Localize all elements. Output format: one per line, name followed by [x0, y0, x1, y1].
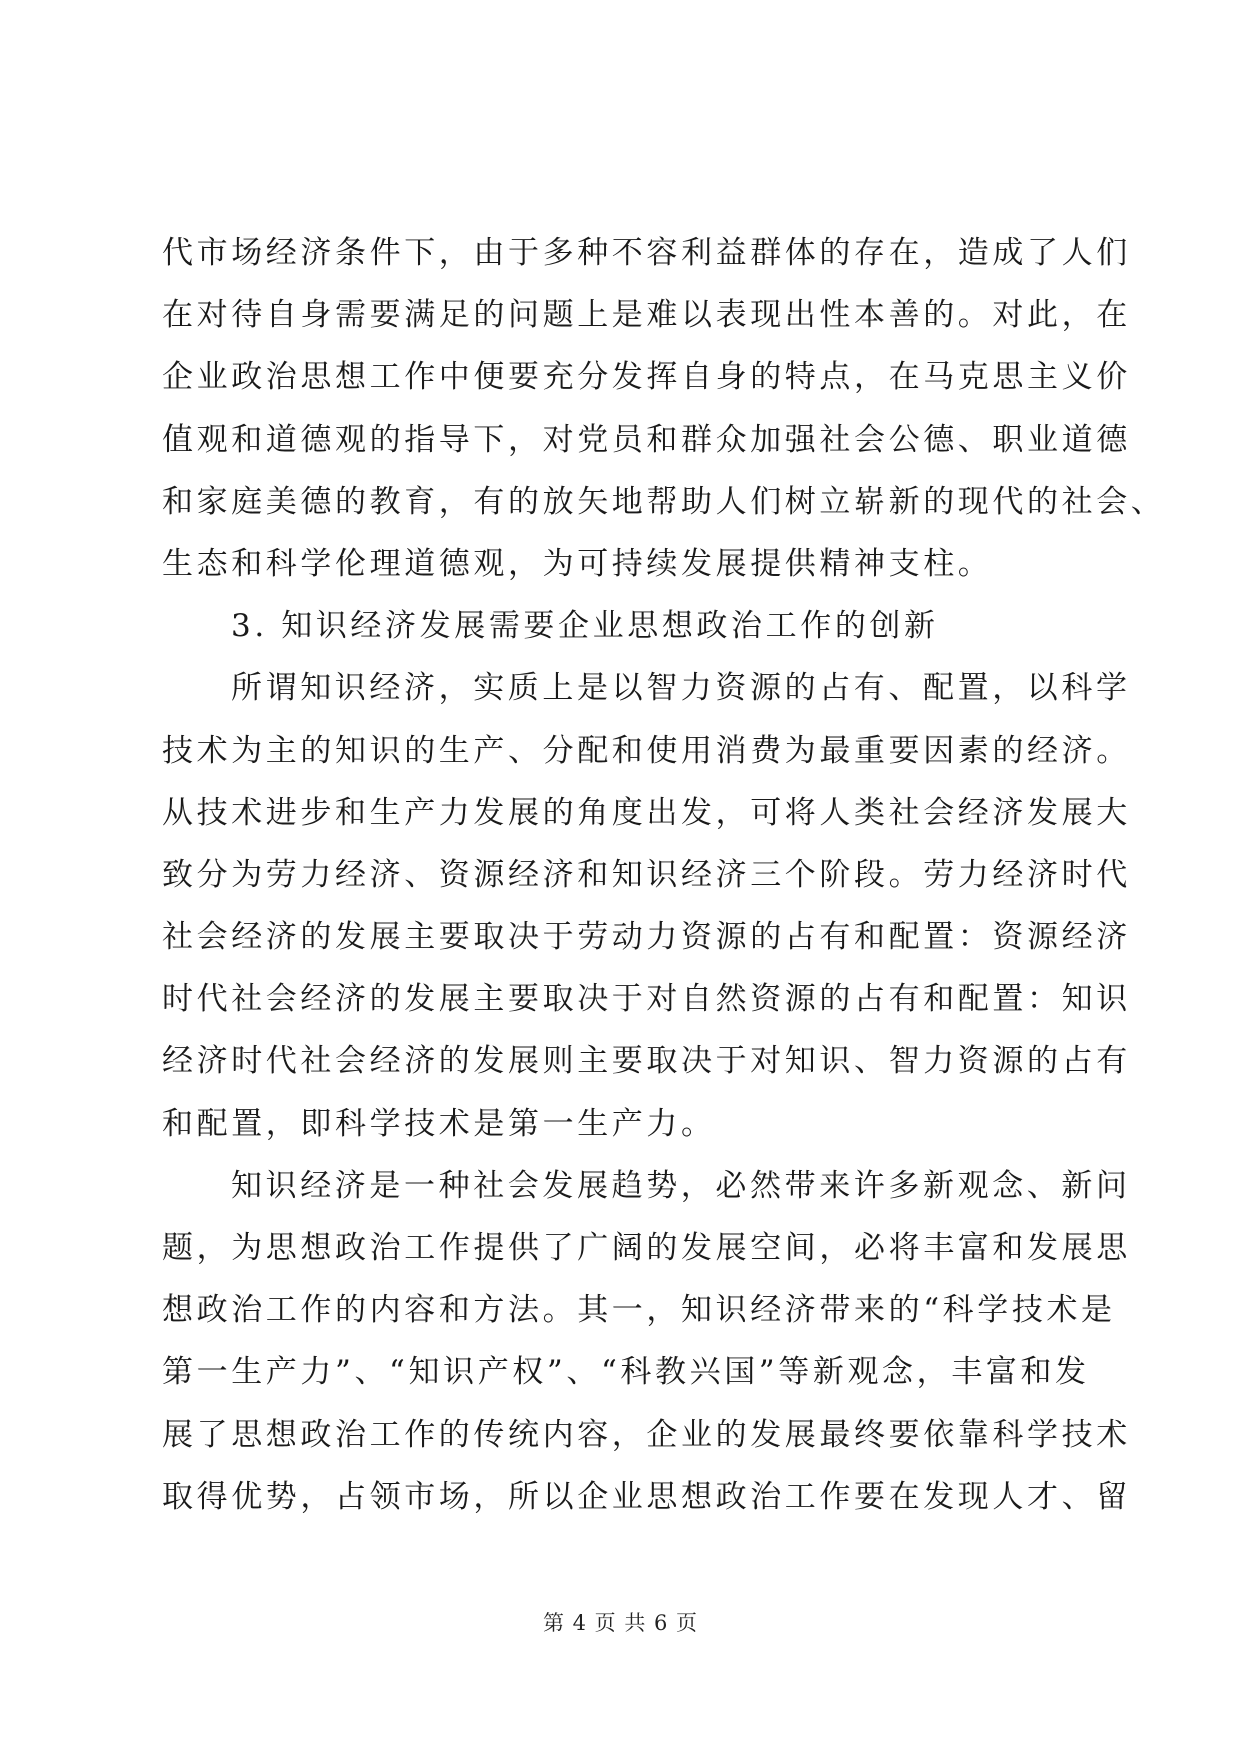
- text-line: 技术为主的知识的生产、分配和使用消费为最重要因素的经济。: [162, 732, 1131, 769]
- text-line: 知识经济是一种社会发展趋势，必然带来许多新观念、新问: [231, 1167, 1131, 1204]
- text-line: 企业政治思想工作中便要充分发挥自身的特点，在马克思主义价: [162, 359, 1131, 396]
- text-line: 题，为思想政治工作提供了广阔的发展空间，必将丰富和发展思: [162, 1230, 1131, 1266]
- text-line: 和配置，即科学技术是第一生产力。: [162, 1105, 716, 1142]
- section-heading: 3. 知识经济发展需要企业思想政治工作的创新: [231, 608, 939, 645]
- text-line: 第一生产力”、“知识产权”、“科教兴国”等新观念，丰富和发: [162, 1354, 1090, 1391]
- text-line: 和家庭美德的教育，有的放矢地帮助人们树立崭新的现代的社会、: [162, 483, 1166, 520]
- text-line: 时代社会经济的发展主要取决于对自然资源的占有和配置：知识: [162, 981, 1131, 1018]
- text-line: 代市场经济条件下，由于多种不容利益群体的存在，造成了人们: [162, 235, 1131, 271]
- text-line: 所谓知识经济，实质上是以智力资源的占有、配置，以科学: [231, 670, 1131, 707]
- text-line: 在对待自身需要满足的问题上是难以表现出性本善的。对此，在: [162, 297, 1131, 334]
- body-text: [162, 222, 1166, 1528]
- text-line: 社会经济的发展主要取决于劳动力资源的占有和配置：资源经济: [162, 919, 1131, 956]
- text-line: 经济时代社会经济的发展则主要取决于对知识、智力资源的占有: [162, 1043, 1131, 1080]
- page-number-footer: 第 4 页 共 6 页: [542, 1611, 699, 1635]
- text-line: 值观和道德观的指导下，对党员和群众加强社会公德、职业道德: [162, 421, 1131, 458]
- text-line: 从技术进步和生产力发展的角度出发，可将人类社会经济发展大: [162, 794, 1131, 831]
- text-line: 致分为劳力经济、资源经济和知识经济三个阶段。劳力经济时代: [162, 856, 1131, 893]
- text-line: 展了思想政治工作的传统内容，企业的发展最终要依靠科学技术: [162, 1416, 1131, 1453]
- text-line: 想政治工作的内容和方法。其一，知识经济带来的“科学技术是: [162, 1292, 1116, 1329]
- text-line: 取得优势，占领市场，所以企业思想政治工作要在发现人才、留: [162, 1478, 1131, 1515]
- text-line: 生态和科学伦理道德观，为可持续发展提供精神支柱。: [162, 545, 993, 582]
